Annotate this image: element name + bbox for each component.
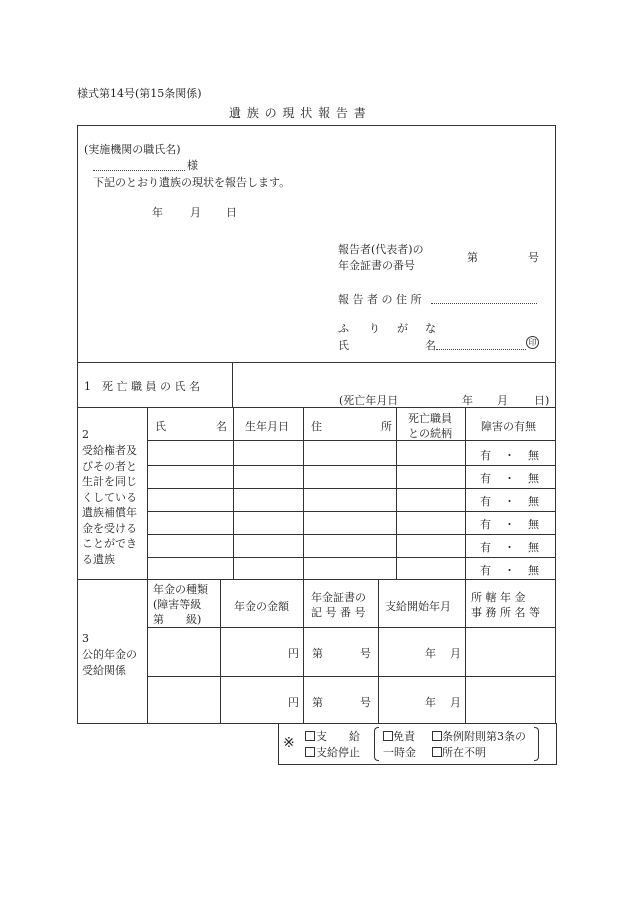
disability-row[interactable]: 有 ・ 無 (480, 495, 539, 508)
col-relation-2: との続柄 (408, 427, 452, 440)
sama-label: 様 (187, 159, 198, 172)
menseki-label: 免責 (393, 730, 415, 743)
cert-gou: 号 (360, 647, 371, 660)
section3-description: 公的年金の 受給関係 (82, 648, 137, 677)
bracket-left (374, 727, 379, 761)
start-month: 月 (450, 696, 461, 709)
death-month-label: 月 (497, 394, 508, 407)
amount-yen: 円 (288, 696, 299, 709)
jorei-label: 条例附則第3条の (442, 730, 526, 743)
name-shi: 氏 (338, 339, 349, 352)
shozai-fumei-label: 所在不明 (442, 746, 486, 759)
amount-yen: 円 (288, 647, 299, 660)
kome-mark: ※ (283, 735, 295, 751)
section3-number: 3 (82, 632, 89, 645)
seal-mark: 印 (526, 336, 539, 349)
disability-row[interactable]: 有 ・ 無 (480, 564, 539, 577)
col-name-mei: 名 (216, 420, 227, 433)
cert-dai: 第 (312, 647, 323, 660)
col-pension-amount: 年金の金額 (234, 600, 289, 613)
jorei-checkbox[interactable] (432, 731, 442, 741)
shikyu-teishi-checkbox[interactable] (305, 747, 315, 757)
reporter-pension-label-2: 年金証書の番号 (338, 259, 415, 272)
death-year-label: 年 (462, 394, 473, 407)
reporter-address-line[interactable] (431, 303, 537, 304)
death-day-label: 日) (534, 394, 550, 407)
col-address-sho: 所 (381, 420, 392, 433)
disability-row[interactable]: 有 ・ 無 (480, 541, 539, 554)
shozai-fumei-checkbox[interactable] (432, 747, 442, 757)
section1-label: 1 死 亡 職 員 の 氏 名 (84, 380, 200, 393)
shikyu-label: 支 給 (316, 730, 360, 743)
page-title: 遺 族 の 現 状 報 告 書 (229, 106, 367, 120)
furigana-ri: り (369, 322, 380, 335)
bracket-right (534, 727, 539, 761)
reporter-pension-label-1: 報告者(代表者)の (338, 243, 424, 256)
ichijikin-label: 一時金 (383, 746, 416, 759)
form-number: 様式第14号(第15条関係) (77, 87, 202, 100)
col-start-date: 支給開始年月 (385, 600, 451, 613)
col-relation-1: 死亡職員 (408, 412, 452, 425)
death-date-label: (死亡年月日 (339, 394, 399, 407)
date-day-label: 日 (226, 206, 237, 219)
col-pension-type: 年金の種類 (障害等級 第 級) (153, 583, 208, 626)
start-year: 年 (425, 647, 436, 660)
menseki-checkbox[interactable] (383, 731, 393, 741)
col-cert-number: 年金証書の 記 号 番 号 (311, 591, 366, 619)
col-disability: 障害の有無 (481, 420, 536, 433)
cert-dai: 第 (312, 696, 323, 709)
col-address-ju: 住 (311, 420, 322, 433)
start-year: 年 (425, 696, 436, 709)
name-mei: 名 (425, 339, 436, 352)
furigana-fu: ふ (338, 322, 349, 335)
shikyu-teishi-label: 支給停止 (316, 746, 360, 759)
intro-text: 下記のとおり遺族の現状を報告します。 (93, 176, 291, 189)
shikyu-checkbox[interactable] (305, 731, 315, 741)
agency-name-line[interactable] (93, 170, 185, 171)
furigana-na: な (425, 322, 436, 335)
disability-row[interactable]: 有 ・ 無 (480, 449, 539, 462)
disability-row[interactable]: 有 ・ 無 (480, 472, 539, 485)
date-year-label: 年 (152, 206, 163, 219)
agency-label: (実施機関の職氏名) (84, 143, 181, 156)
section2-number: 2 (82, 428, 89, 441)
section2-description: 受給権者及 びその者と 生計を同じ くしている 遺族補償年 金を受ける ことができ る遺族 (82, 444, 137, 566)
pension-dai-label: 第 (467, 251, 478, 264)
pension-gou-label: 号 (528, 251, 539, 264)
reporter-address-label: 報 告 者 の 住 所 (338, 293, 422, 306)
start-month: 月 (450, 647, 461, 660)
col-name-shi: 氏 (155, 420, 166, 433)
col-birth-date: 生年月日 (245, 420, 289, 433)
reporter-name-line[interactable] (436, 349, 526, 350)
furigana-ga: が (397, 322, 408, 335)
date-month-label: 月 (190, 206, 201, 219)
disability-row[interactable]: 有 ・ 無 (480, 518, 539, 531)
cert-gou: 号 (360, 696, 371, 709)
col-office: 所 轄 年 金 事 務 所 名 等 (471, 591, 540, 619)
